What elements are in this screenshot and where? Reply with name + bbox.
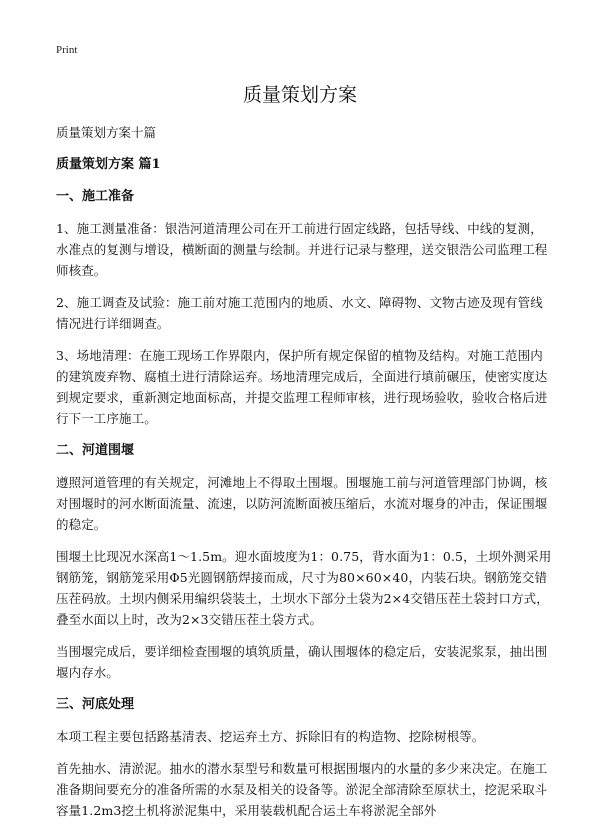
paragraph: 2、施工调查及试验：施工前对施工范围内的地质、水文、障碍物、文物古迹及现有管线情况进行详细调查。	[56, 295, 543, 331]
paragraph: 当围堰完成后，要详细检查围堰的填筑质量，确认围堰体的稳定后，安装泥浆泵，抽出围堰内存水。	[56, 644, 548, 680]
section-heading: 一、施工准备	[56, 189, 135, 204]
section-heading: 二、河道围堰	[56, 443, 135, 458]
paragraph: 本项工程主要包括路基清表、挖运弃土方、拆除旧有的构造物、挖除树根等。	[56, 729, 485, 744]
paragraph: 1、施工测量准备：银浩河道清理公司在开工前进行固定线路，包括导线、中线的复测，水准点的复测与增设，横断面的测量与绘制。并进行记录与整理，送交银浩公司监理工程师核查。	[56, 221, 548, 278]
article-heading: 质量策划方案 篇1	[56, 157, 161, 172]
paragraph: 围堰土比现况水深高1～1.5m。迎水面坡度为1：0.75，背水面为1：0.5，土坝外测采用钢筋笼，钢筋笼采用Φ5光圆钢筋焊接而成，尺寸为80×60×40，内装石块。钢筋笼交错压茬码放。土坝内侧采用编织袋装土，土坝水下部分土袋为2×4交错压茬土袋封口方式，叠至水面以上时，改为2×3交错压茬土袋方式。	[56, 549, 552, 627]
page-title: 质量策划方案	[242, 84, 357, 106]
document-body	[56, 122, 552, 832]
paragraph: 3、场地清理：在施工现场工作界限内，保护所有规定保留的植物及结构。对施工范围内的建筑废弃物、腐植土进行清除运弃。场地清理完成后，全面进行填前碾压，使密实度达到规定要求，重新测定地面标高，并提交监理工程师审核，进行现场验收，验收合格后进行下一工序施工。	[56, 348, 548, 426]
section-heading: 三、河底处理	[56, 697, 135, 712]
print-link[interactable]: Print	[56, 44, 78, 56]
paragraph: 遵照河道管理的有关规定，河滩地上不得取土围堰。围堰施工前与河道管理部门协调，核对围堰时的河水断面流量、流速，以防河流断面被压缩后，水流对堰身的冲击，保证围堰的稳定。	[56, 475, 548, 532]
document-subtitle: 质量策划方案十篇	[56, 125, 157, 140]
paragraph: 首先抽水、清淤泥。抽水的潜水泵型号和数量可根据围堰内的水量的多少来决定。在施工准备期间要充分的准备所需的水泵及相关的设备等。淤泥全部清除至原状土，挖泥采取斗容量1.2m3挖土机将淤泥集中，采用装载机配合运土车将淤泥全部外	[56, 761, 548, 818]
